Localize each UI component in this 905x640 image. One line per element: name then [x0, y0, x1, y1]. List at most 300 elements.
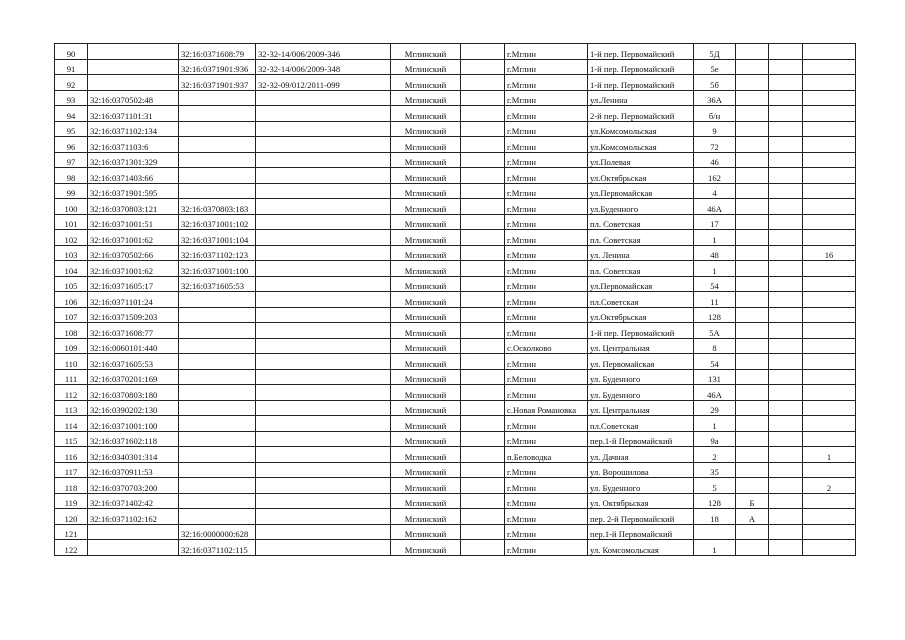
registration-number-cell [256, 338, 391, 354]
new-cadastral-number-cell: 32:16:0371901:937 [179, 75, 256, 91]
new-cadastral-number-cell [179, 509, 256, 525]
locality-cell: с.Осколково [505, 338, 588, 354]
locality-cell: г.Мглин [505, 431, 588, 447]
street-cell: ул.Ленина [588, 90, 694, 106]
house-number-cell: 11 [694, 292, 736, 308]
document-page [54, 43, 856, 556]
quantity-cell: 1 [803, 447, 856, 463]
registration-number-cell [256, 137, 391, 153]
table-row [55, 416, 856, 432]
row-number-cell: 108 [55, 323, 88, 339]
locality-cell: г.Мглин [505, 59, 588, 75]
quantity-cell [803, 292, 856, 308]
locality-cell: г.Мглин [505, 524, 588, 540]
table-row [55, 447, 856, 463]
new-cadastral-number-cell [179, 183, 256, 199]
new-cadastral-number-cell [179, 292, 256, 308]
new-cadastral-number-cell: 32:16:0371605:53 [179, 276, 256, 292]
locality-type-cell [461, 524, 505, 540]
house-number-cell: 1 [694, 230, 736, 246]
letter-cell [736, 90, 769, 106]
letter-cell: А [736, 509, 769, 525]
cadastral-number-cell [88, 540, 179, 556]
letter-cell [736, 323, 769, 339]
extra-cell [769, 509, 803, 525]
registration-number-cell [256, 447, 391, 463]
table-row [55, 261, 856, 277]
new-cadastral-number-cell [179, 137, 256, 153]
locality-type-cell [461, 400, 505, 416]
registration-number-cell [256, 540, 391, 556]
quantity-cell [803, 338, 856, 354]
registration-number-cell [256, 385, 391, 401]
house-number-cell: 128 [694, 307, 736, 323]
cadastral-number-cell: 32:16:0371001:62 [88, 261, 179, 277]
new-cadastral-number-cell: 32:16:0371608:79 [179, 44, 256, 60]
table-row [55, 152, 856, 168]
extra-cell [769, 230, 803, 246]
house-number-cell: 36А [694, 90, 736, 106]
table-row [55, 462, 856, 478]
locality-cell: г.Мглин [505, 137, 588, 153]
registration-number-cell [256, 230, 391, 246]
street-cell: ул. Центральная [588, 400, 694, 416]
cadastral-number-cell: 32:16:0370911:53 [88, 462, 179, 478]
registration-number-cell [256, 493, 391, 509]
extra-cell [769, 478, 803, 494]
district-cell: Мглинский [391, 199, 461, 215]
quantity-cell [803, 199, 856, 215]
extra-cell [769, 354, 803, 370]
street-cell: ул.Первомайская [588, 183, 694, 199]
table-row [55, 168, 856, 184]
house-number-cell: 128 [694, 493, 736, 509]
district-cell: Мглинский [391, 183, 461, 199]
row-number-cell: 98 [55, 168, 88, 184]
street-cell: ул.Октябрьская [588, 307, 694, 323]
locality-cell: г.Мглин [505, 276, 588, 292]
extra-cell [769, 447, 803, 463]
registration-number-cell [256, 307, 391, 323]
district-cell: Мглинский [391, 369, 461, 385]
extra-cell [769, 75, 803, 91]
house-number-cell: 5б [694, 75, 736, 91]
table-row [55, 199, 856, 215]
district-cell: Мглинский [391, 416, 461, 432]
registration-number-cell [256, 431, 391, 447]
locality-type-cell [461, 137, 505, 153]
table-row [55, 385, 856, 401]
quantity-cell [803, 183, 856, 199]
table-row [55, 400, 856, 416]
locality-cell: г.Мглин [505, 199, 588, 215]
registration-number-cell [256, 276, 391, 292]
locality-type-cell [461, 245, 505, 261]
new-cadastral-number-cell [179, 307, 256, 323]
new-cadastral-number-cell [179, 385, 256, 401]
table-row [55, 323, 856, 339]
extra-cell [769, 292, 803, 308]
street-cell: пер.1-й Первомайский [588, 431, 694, 447]
locality-type-cell [461, 416, 505, 432]
locality-type-cell [461, 369, 505, 385]
registration-number-cell [256, 121, 391, 137]
new-cadastral-number-cell: 32:16:0371001:102 [179, 214, 256, 230]
letter-cell [736, 44, 769, 60]
district-cell: Мглинский [391, 152, 461, 168]
row-number-cell: 100 [55, 199, 88, 215]
cadastral-number-cell: 32:16:0371103:6 [88, 137, 179, 153]
table-row [55, 369, 856, 385]
street-cell: ул. Буденного [588, 385, 694, 401]
district-cell: Мглинский [391, 400, 461, 416]
letter-cell [736, 152, 769, 168]
house-number-cell: 72 [694, 137, 736, 153]
extra-cell [769, 416, 803, 432]
quantity-cell [803, 307, 856, 323]
row-number-cell: 116 [55, 447, 88, 463]
house-number-cell: 5Д [694, 44, 736, 60]
letter-cell [736, 369, 769, 385]
table-row [55, 230, 856, 246]
house-number-cell: 54 [694, 276, 736, 292]
street-cell: ул. Комсомольская [588, 540, 694, 556]
locality-cell: г.Мглин [505, 385, 588, 401]
district-cell: Мглинский [391, 230, 461, 246]
extra-cell [769, 168, 803, 184]
district-cell: Мглинский [391, 354, 461, 370]
cadastral-number-cell: 32:16:0371001:51 [88, 214, 179, 230]
locality-type-cell [461, 230, 505, 246]
letter-cell: Б [736, 493, 769, 509]
letter-cell [736, 354, 769, 370]
street-cell: ул. Октябрьская [588, 493, 694, 509]
row-number-cell: 99 [55, 183, 88, 199]
locality-type-cell [461, 493, 505, 509]
quantity-cell [803, 323, 856, 339]
extra-cell [769, 106, 803, 122]
row-number-cell: 95 [55, 121, 88, 137]
registration-number-cell [256, 369, 391, 385]
house-number-cell: 48 [694, 245, 736, 261]
house-number-cell: 46А [694, 199, 736, 215]
extra-cell [769, 90, 803, 106]
cadastral-number-cell: 32:16:0370803:121 [88, 199, 179, 215]
new-cadastral-number-cell [179, 400, 256, 416]
row-number-cell: 117 [55, 462, 88, 478]
row-number-cell: 106 [55, 292, 88, 308]
street-cell: ул. Центральная [588, 338, 694, 354]
new-cadastral-number-cell: 32:16:0371001:104 [179, 230, 256, 246]
extra-cell [769, 214, 803, 230]
letter-cell [736, 524, 769, 540]
registration-number-cell [256, 245, 391, 261]
table-row [55, 524, 856, 540]
letter-cell [736, 230, 769, 246]
district-cell: Мглинский [391, 214, 461, 230]
table-row [55, 276, 856, 292]
locality-type-cell [461, 106, 505, 122]
table-row [55, 59, 856, 75]
street-cell: пл. Советская [588, 230, 694, 246]
letter-cell [736, 540, 769, 556]
street-cell: ул.Первомайская [588, 276, 694, 292]
letter-cell [736, 431, 769, 447]
cadastral-number-cell: 32:16:0371901:595 [88, 183, 179, 199]
locality-cell: г.Мглин [505, 106, 588, 122]
extra-cell [769, 261, 803, 277]
district-cell: Мглинский [391, 168, 461, 184]
letter-cell [736, 106, 769, 122]
district-cell: Мглинский [391, 59, 461, 75]
table-row [55, 183, 856, 199]
street-cell: 1-й пер. Первомайский [588, 44, 694, 60]
cadastral-number-cell: 32:16:0371602:118 [88, 431, 179, 447]
quantity-cell [803, 509, 856, 525]
district-cell: Мглинский [391, 276, 461, 292]
locality-cell: г.Мглин [505, 168, 588, 184]
cadastral-number-cell: 32:16:0371001:62 [88, 230, 179, 246]
district-cell: Мглинский [391, 261, 461, 277]
locality-cell: г.Мглин [505, 369, 588, 385]
locality-cell: с.Новая Романовка [505, 400, 588, 416]
locality-cell: г.Мглин [505, 90, 588, 106]
cadastral-number-cell: 32:16:0370201:169 [88, 369, 179, 385]
row-number-cell: 107 [55, 307, 88, 323]
locality-type-cell [461, 75, 505, 91]
new-cadastral-number-cell: 32:16:0370803:183 [179, 199, 256, 215]
house-number-cell: 18 [694, 509, 736, 525]
cadastral-number-cell: 32:16:0371001:100 [88, 416, 179, 432]
row-number-cell: 91 [55, 59, 88, 75]
locality-type-cell [461, 276, 505, 292]
extra-cell [769, 307, 803, 323]
locality-cell: г.Мглин [505, 323, 588, 339]
locality-cell: г.Мглин [505, 307, 588, 323]
row-number-cell: 96 [55, 137, 88, 153]
new-cadastral-number-cell [179, 90, 256, 106]
cadastral-number-cell: 32:16:0371101:31 [88, 106, 179, 122]
registration-number-cell [256, 292, 391, 308]
table-row [55, 292, 856, 308]
quantity-cell [803, 75, 856, 91]
quantity-cell [803, 493, 856, 509]
registration-number-cell [256, 462, 391, 478]
table-row [55, 354, 856, 370]
row-number-cell: 120 [55, 509, 88, 525]
locality-type-cell [461, 323, 505, 339]
street-cell: 1-й пер. Первомайский [588, 59, 694, 75]
letter-cell [736, 276, 769, 292]
locality-type-cell [461, 44, 505, 60]
quantity-cell [803, 121, 856, 137]
street-cell: ул.Полевая [588, 152, 694, 168]
locality-cell: г.Мглин [505, 245, 588, 261]
cadastral-number-cell: 32:16:0370703:200 [88, 478, 179, 494]
street-cell: пл. Советская [588, 261, 694, 277]
house-number-cell: 46А [694, 385, 736, 401]
locality-cell: г.Мглин [505, 292, 588, 308]
letter-cell [736, 168, 769, 184]
street-cell: 2-й пер. Первомайский [588, 106, 694, 122]
quantity-cell [803, 106, 856, 122]
registration-number-cell: 32-32-14/006/2009-346 [256, 44, 391, 60]
street-cell: ул. Буденного [588, 478, 694, 494]
cadastral-number-cell: 32:16:0060101:440 [88, 338, 179, 354]
table-row [55, 509, 856, 525]
locality-type-cell [461, 183, 505, 199]
house-number-cell: 5е [694, 59, 736, 75]
house-number-cell: 17 [694, 214, 736, 230]
extra-cell [769, 524, 803, 540]
letter-cell [736, 478, 769, 494]
letter-cell [736, 292, 769, 308]
table-row [55, 478, 856, 494]
quantity-cell: 16 [803, 245, 856, 261]
table-row [55, 431, 856, 447]
row-number-cell: 109 [55, 338, 88, 354]
house-number-cell: 1 [694, 416, 736, 432]
new-cadastral-number-cell [179, 338, 256, 354]
letter-cell [736, 59, 769, 75]
quantity-cell [803, 385, 856, 401]
locality-type-cell [461, 168, 505, 184]
registration-number-cell [256, 416, 391, 432]
table-row [55, 338, 856, 354]
house-number-cell: 46 [694, 152, 736, 168]
cadastral-number-cell: 32:16:0370502:48 [88, 90, 179, 106]
locality-type-cell [461, 540, 505, 556]
quantity-cell [803, 431, 856, 447]
new-cadastral-number-cell [179, 462, 256, 478]
letter-cell [736, 245, 769, 261]
new-cadastral-number-cell [179, 447, 256, 463]
district-cell: Мглинский [391, 540, 461, 556]
row-number-cell: 122 [55, 540, 88, 556]
cadastral-number-cell: 32:16:0371301:329 [88, 152, 179, 168]
new-cadastral-number-cell: 32:16:0371901:936 [179, 59, 256, 75]
row-number-cell: 114 [55, 416, 88, 432]
quantity-cell [803, 214, 856, 230]
house-number-cell: 9а [694, 431, 736, 447]
quantity-cell [803, 354, 856, 370]
locality-cell: г.Мглин [505, 416, 588, 432]
extra-cell [769, 323, 803, 339]
row-number-cell: 104 [55, 261, 88, 277]
new-cadastral-number-cell [179, 168, 256, 184]
locality-type-cell [461, 447, 505, 463]
house-number-cell: 131 [694, 369, 736, 385]
street-cell: пл.Советская [588, 416, 694, 432]
district-cell: Мглинский [391, 106, 461, 122]
new-cadastral-number-cell [179, 323, 256, 339]
street-cell: ул. Буденного [588, 369, 694, 385]
district-cell: Мглинский [391, 121, 461, 137]
house-number-cell: 5 [694, 478, 736, 494]
district-cell: Мглинский [391, 44, 461, 60]
registration-number-cell [256, 199, 391, 215]
street-cell: ул.Комсомольская [588, 137, 694, 153]
registration-number-cell [256, 261, 391, 277]
registration-number-cell [256, 524, 391, 540]
quantity-cell [803, 369, 856, 385]
cadastral-number-cell: 32:16:0371402:42 [88, 493, 179, 509]
letter-cell [736, 307, 769, 323]
cadastral-number-cell: 32:16:0371605:17 [88, 276, 179, 292]
cadastral-number-cell: 32:16:0340301:314 [88, 447, 179, 463]
letter-cell [736, 416, 769, 432]
letter-cell [736, 183, 769, 199]
new-cadastral-number-cell [179, 152, 256, 168]
street-cell: ул.Буденного [588, 199, 694, 215]
street-cell: пер. 2-й Первомайский [588, 509, 694, 525]
district-cell: Мглинский [391, 524, 461, 540]
house-number-cell: 8 [694, 338, 736, 354]
locality-type-cell [461, 90, 505, 106]
cadastral-number-cell: 32:16:0371102:134 [88, 121, 179, 137]
locality-type-cell [461, 431, 505, 447]
district-cell: Мглинский [391, 431, 461, 447]
table-row [55, 214, 856, 230]
letter-cell [736, 214, 769, 230]
house-number-cell: 162 [694, 168, 736, 184]
quantity-cell [803, 230, 856, 246]
cadastral-number-cell: 32:16:0371608:77 [88, 323, 179, 339]
district-cell: Мглинский [391, 292, 461, 308]
row-number-cell: 110 [55, 354, 88, 370]
house-number-cell: 54 [694, 354, 736, 370]
quantity-cell [803, 168, 856, 184]
row-number-cell: 103 [55, 245, 88, 261]
registration-number-cell [256, 183, 391, 199]
letter-cell [736, 199, 769, 215]
house-number-cell: 35 [694, 462, 736, 478]
quantity-cell [803, 416, 856, 432]
locality-cell: г.Мглин [505, 183, 588, 199]
cadastral-number-cell [88, 75, 179, 91]
quantity-cell [803, 462, 856, 478]
locality-type-cell [461, 292, 505, 308]
new-cadastral-number-cell [179, 121, 256, 137]
cadastral-number-cell: 32:16:0371509:203 [88, 307, 179, 323]
cadastral-number-cell: 32:16:0371605:53 [88, 354, 179, 370]
district-cell: Мглинский [391, 509, 461, 525]
new-cadastral-number-cell: 32:16:0371001:100 [179, 261, 256, 277]
row-number-cell: 97 [55, 152, 88, 168]
row-number-cell: 113 [55, 400, 88, 416]
row-number-cell: 90 [55, 44, 88, 60]
new-cadastral-number-cell [179, 493, 256, 509]
locality-type-cell [461, 354, 505, 370]
new-cadastral-number-cell [179, 106, 256, 122]
letter-cell [736, 385, 769, 401]
locality-type-cell [461, 121, 505, 137]
locality-cell: г.Мглин [505, 121, 588, 137]
row-number-cell: 105 [55, 276, 88, 292]
extra-cell [769, 400, 803, 416]
registration-number-cell [256, 400, 391, 416]
street-cell: пер.1-й Первомайский [588, 524, 694, 540]
street-cell: ул. Первомайская [588, 354, 694, 370]
house-number-cell: 2 [694, 447, 736, 463]
extra-cell [769, 493, 803, 509]
locality-type-cell [461, 152, 505, 168]
locality-cell: г.Мглин [505, 214, 588, 230]
house-number-cell: 29 [694, 400, 736, 416]
locality-type-cell [461, 509, 505, 525]
row-number-cell: 121 [55, 524, 88, 540]
extra-cell [769, 385, 803, 401]
